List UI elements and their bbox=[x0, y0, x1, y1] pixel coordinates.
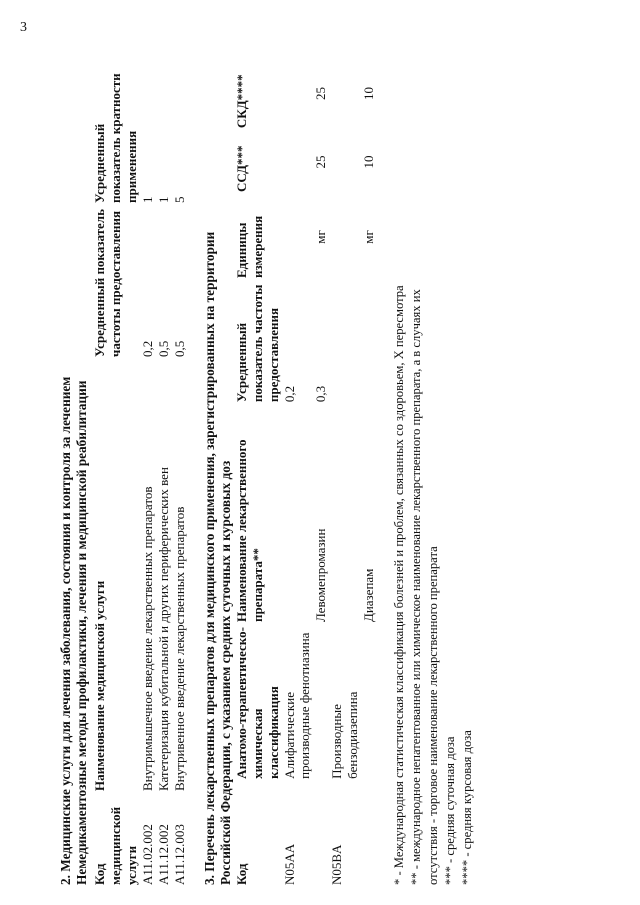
drug-code bbox=[361, 779, 377, 885]
col-header-code: Код медицинской услуги bbox=[92, 806, 140, 885]
service-name: Катетеризация кубитальной и других периферических вен bbox=[155, 467, 171, 791]
service-code: A11.02.002 bbox=[140, 824, 156, 885]
service-frequency: 0,2 bbox=[140, 340, 156, 357]
col-header-frequency: Усредненный показатель частоты предоставления bbox=[92, 209, 124, 357]
service-multiplicity: 1 bbox=[140, 196, 156, 203]
drug-skd bbox=[329, 55, 361, 128]
drug-name: Диазепам bbox=[360, 568, 376, 623]
page-number: 3 bbox=[20, 20, 27, 35]
drug-code: N05BA bbox=[329, 844, 345, 885]
drug-unit: мг bbox=[313, 230, 329, 244]
service-code: A11.12.003 bbox=[171, 824, 187, 885]
drug-name: Левомепромазин bbox=[313, 528, 329, 623]
table-row bbox=[313, 55, 329, 885]
table-row bbox=[361, 55, 377, 885]
service-frequency: 0,5 bbox=[171, 340, 187, 357]
col-header-name: Наименование медицинской услуги bbox=[92, 580, 108, 791]
col-header-atc: Анатомо-терапевтическо-химическая классификация bbox=[234, 627, 281, 779]
col-header-ssd: ССД*** bbox=[234, 145, 250, 193]
col-header-frequency: Усредненный показатель частоты предоставления bbox=[234, 284, 281, 403]
drug-code bbox=[313, 779, 329, 885]
footnote-1: * - Международная статистическая классификация болезней и проблем, связанных со здоровьем, X пересмотра bbox=[391, 285, 406, 885]
service-code: A11.12.002 bbox=[155, 824, 171, 885]
col-header-multiplicity: Усредненный показатель кратности применения bbox=[92, 73, 140, 203]
section-3-heading: 3. Перечень лекарственных препаратов для медицинского применения, зарегистрированных на территории bbox=[201, 231, 217, 885]
drug-ssd: 25 bbox=[313, 155, 329, 169]
section-2-subheading: Немедикаментозные методы профилактики, лечения и медицинской реабилитации bbox=[74, 380, 90, 885]
service-frequency: 0,5 bbox=[155, 340, 171, 357]
drug-frequency: 0,3 bbox=[313, 385, 329, 403]
table-row bbox=[140, 55, 156, 885]
atc-class: Алифатические производные фенотиазина bbox=[281, 632, 313, 779]
drug-skd: 10 bbox=[360, 87, 376, 101]
drug-frequency: 0,2 bbox=[281, 385, 297, 403]
drug-ssd bbox=[282, 128, 314, 192]
table-row bbox=[282, 55, 314, 885]
drug-frequency bbox=[329, 278, 361, 402]
drug-ssd: 10 bbox=[360, 155, 376, 169]
drug-name bbox=[282, 402, 314, 622]
table-row bbox=[156, 55, 172, 885]
atc-class bbox=[361, 622, 377, 779]
drug-unit bbox=[329, 192, 361, 278]
service-name: Внутривенное введение лекарственных препаратов bbox=[171, 506, 187, 791]
rotated-page-content bbox=[58, 55, 578, 885]
table-header-row bbox=[234, 55, 282, 885]
col-header-code: Код bbox=[234, 863, 250, 885]
footnotes bbox=[391, 55, 476, 885]
table-row bbox=[172, 55, 188, 885]
service-name: Внутримышечное введение лекарственных препаратов bbox=[140, 486, 156, 791]
table-row bbox=[329, 55, 361, 885]
col-header-skd: СКД**** bbox=[234, 74, 250, 129]
section-2-heading: 2. Медицинские услуги для лечения заболевания, состояния и контроля за лечением bbox=[58, 376, 73, 885]
drug-ssd bbox=[329, 128, 361, 192]
atc-class bbox=[313, 622, 329, 779]
drug-unit: мг bbox=[360, 230, 376, 244]
service-multiplicity: 5 bbox=[171, 196, 187, 203]
drug-name bbox=[329, 402, 361, 622]
footnote-2: ** - международное непатентованное или химическое наименование лекарственного препарата, а в случаях их bbox=[408, 289, 423, 885]
drug-code: N05AA bbox=[281, 843, 297, 885]
drug-skd: 25 bbox=[313, 87, 329, 101]
drug-unit bbox=[282, 192, 314, 278]
footnote-2-continued: отсутствия - торговое наименование лекарственного препарата bbox=[425, 546, 440, 885]
table-header-row bbox=[92, 55, 140, 885]
section-3-subheading: Российской Федерации, с указанием средних суточных и курсовых доз bbox=[217, 460, 233, 885]
footnote-4: **** - средняя курсовая доза bbox=[459, 730, 474, 885]
drugs-table bbox=[234, 55, 377, 885]
atc-class: Производные бензодиазепина bbox=[329, 691, 361, 779]
drug-frequency bbox=[361, 278, 377, 402]
service-multiplicity: 1 bbox=[155, 196, 171, 203]
col-header-units: Единицы измерения bbox=[234, 215, 265, 278]
col-header-drug-name: Наименование лекарственного препарата** bbox=[234, 439, 265, 623]
drug-skd bbox=[282, 55, 314, 128]
medical-services-table bbox=[92, 55, 187, 885]
footnote-3: *** - средняя суточная доза bbox=[442, 736, 457, 885]
